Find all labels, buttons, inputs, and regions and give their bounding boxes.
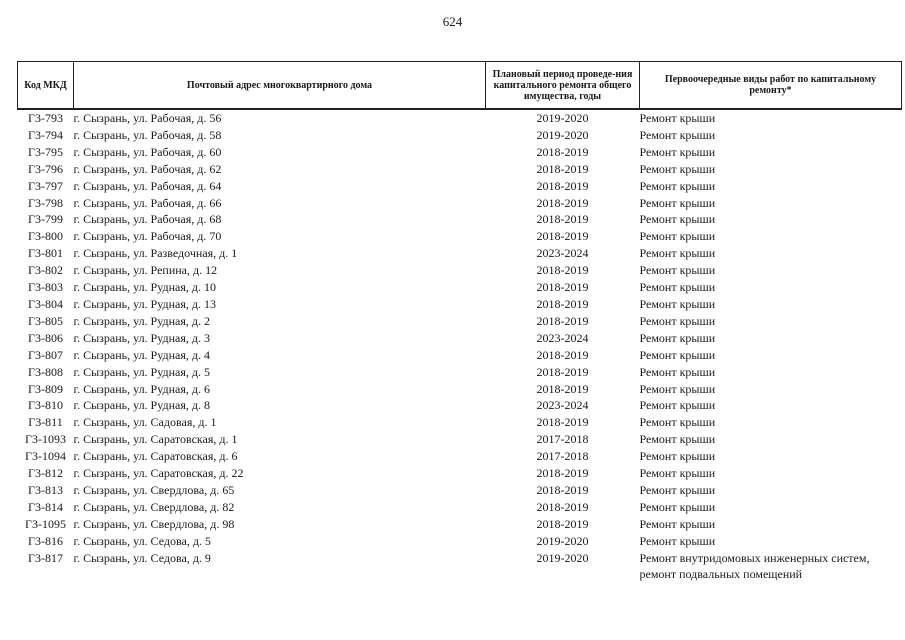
row-period: 2023-2024 bbox=[536, 330, 589, 345]
row-code: Г3-797 bbox=[28, 178, 63, 193]
row-works: Ремонт крыши bbox=[639, 398, 716, 413]
row-works bbox=[640, 550, 902, 584]
table-row bbox=[18, 482, 902, 499]
row-address: г. Сызрань, ул. Рудная, д. 10 bbox=[73, 280, 216, 295]
row-period: 2017-2018 bbox=[536, 449, 589, 464]
row-address: г. Сызрань, ул. Рабочая, д. 64 bbox=[73, 178, 222, 193]
row-address: г. Сызрань, ул. Рабочая, д. 62 bbox=[73, 161, 222, 176]
table-row bbox=[18, 195, 902, 212]
row-works: Ремонт крыши bbox=[639, 195, 716, 210]
row-period: 2018-2019 bbox=[536, 144, 589, 159]
table-row bbox=[18, 211, 902, 228]
row-code: Г3-817 bbox=[28, 550, 63, 565]
row-code: Г3-809 bbox=[28, 381, 63, 396]
table-row bbox=[18, 279, 902, 296]
row-address: г. Сызрань, ул. Садовая, д. 1 bbox=[73, 415, 217, 430]
row-address: г. Сызрань, ул. Саратовская, д. 6 bbox=[73, 449, 238, 464]
row-works: Ремонт крыши bbox=[639, 347, 716, 362]
row-code: Г3-794 bbox=[28, 127, 63, 142]
row-address: г. Сызрань, ул. Рудная, д. 3 bbox=[73, 330, 210, 345]
table-row bbox=[18, 109, 902, 127]
table-row bbox=[18, 550, 902, 584]
row-code: Г3-796 bbox=[28, 161, 63, 176]
row-period: 2018-2019 bbox=[536, 313, 589, 328]
table-row bbox=[18, 228, 902, 245]
row-code: Г3-799 bbox=[28, 212, 63, 227]
row-works: Ремонт крыши bbox=[639, 482, 716, 497]
row-address: г. Сызрань, ул. Рабочая, д. 68 bbox=[73, 212, 222, 227]
table-row bbox=[18, 127, 902, 144]
row-code: Г3-1093 bbox=[25, 432, 66, 447]
row-code: Г3-798 bbox=[28, 195, 63, 210]
row-code: Г3-808 bbox=[28, 364, 63, 379]
row-code: Г3-800 bbox=[28, 229, 63, 244]
row-address: г. Сызрань, ул. Седова, д. 9 bbox=[73, 550, 211, 565]
row-address: г. Сызрань, ул. Рабочая, д. 66 bbox=[73, 195, 222, 210]
row-address: г. Сызрань, ул. Рудная, д. 13 bbox=[73, 296, 216, 311]
row-period: 2018-2019 bbox=[536, 347, 589, 362]
table-row bbox=[18, 499, 902, 516]
header-works: Первоочередные виды работ по капитальному ремонту* bbox=[640, 62, 902, 110]
table-row bbox=[18, 397, 902, 414]
table-row bbox=[18, 161, 902, 178]
row-address: г. Сызрань, ул. Рабочая, д. 60 bbox=[73, 144, 222, 159]
row-period: 2019-2020 bbox=[536, 111, 589, 125]
row-works: Ремонт крыши bbox=[639, 432, 716, 447]
header-code: Код МКД bbox=[18, 62, 74, 110]
row-address: г. Сызрань, ул. Рудная, д. 6 bbox=[73, 381, 210, 396]
row-address: г. Сызрань, ул. Седова, д. 5 bbox=[73, 533, 211, 548]
row-period: 2018-2019 bbox=[536, 364, 589, 379]
row-period: 2018-2019 bbox=[536, 178, 589, 193]
row-address: г. Сызрань, ул. Репина, д. 12 bbox=[73, 263, 218, 278]
row-works-line: ремонт подвальных помещений bbox=[639, 567, 803, 582]
table-row bbox=[18, 245, 902, 262]
row-code: Г3-810 bbox=[28, 398, 63, 413]
row-code: Г3-805 bbox=[28, 313, 63, 328]
header-period: Плановый период проведе-ния капитального ремонта общего имущества, годы bbox=[486, 62, 640, 110]
table-row bbox=[18, 313, 902, 330]
row-works: Ремонт крыши bbox=[639, 466, 716, 481]
row-works: Ремонт крыши bbox=[639, 212, 716, 227]
table-row bbox=[18, 533, 902, 550]
table-row bbox=[18, 296, 902, 313]
row-period: 2018-2019 bbox=[536, 161, 589, 176]
row-works: Ремонт крыши bbox=[639, 111, 716, 125]
row-works: Ремонт крыши bbox=[639, 296, 716, 311]
row-address: г. Сызрань, ул. Рудная, д. 4 bbox=[73, 347, 210, 362]
row-address: г. Сызрань, ул. Рабочая, д. 56 bbox=[73, 111, 222, 125]
row-address: г. Сызрань, ул. Свердлова, д. 65 bbox=[73, 482, 235, 497]
row-works: Ремонт крыши bbox=[639, 313, 716, 328]
row-code: Г3-807 bbox=[28, 347, 63, 362]
row-period: 2019-2020 bbox=[536, 127, 589, 142]
row-period: 2018-2019 bbox=[536, 229, 589, 244]
table-row bbox=[18, 448, 902, 465]
row-code: Г3-1095 bbox=[25, 516, 66, 531]
page-number: 624 bbox=[442, 14, 463, 29]
row-period: 2019-2020 bbox=[536, 533, 589, 548]
table-row bbox=[18, 178, 902, 195]
table-row bbox=[18, 431, 902, 448]
row-code: Г3-795 bbox=[28, 144, 63, 159]
row-code: Г3-806 bbox=[28, 330, 63, 345]
table-row bbox=[18, 144, 902, 161]
row-address: г. Сызрань, ул. Свердлова, д. 82 bbox=[73, 499, 235, 514]
row-code: Г3-1094 bbox=[25, 449, 66, 464]
row-address: г. Сызрань, ул. Рудная, д. 5 bbox=[73, 364, 210, 379]
table-row bbox=[18, 414, 902, 431]
row-period: 2018-2019 bbox=[536, 296, 589, 311]
row-code: Г3-811 bbox=[28, 415, 63, 430]
row-period: 2018-2019 bbox=[536, 499, 589, 514]
row-period: 2023-2024 bbox=[536, 398, 589, 413]
row-works: Ремонт крыши bbox=[639, 246, 716, 261]
row-period: 2018-2019 bbox=[536, 195, 589, 210]
row-address: г. Сызрань, ул. Рудная, д. 2 bbox=[73, 313, 210, 328]
row-period: 2018-2019 bbox=[536, 263, 589, 278]
table-row bbox=[18, 381, 902, 398]
row-code: Г3-804 bbox=[28, 296, 63, 311]
row-works: Ремонт крыши bbox=[639, 533, 716, 548]
row-works: Ремонт крыши bbox=[639, 144, 716, 159]
row-period: 2018-2019 bbox=[536, 381, 589, 396]
row-address: г. Сызрань, ул. Рабочая, д. 58 bbox=[73, 127, 222, 142]
row-code: Г3-816 bbox=[28, 533, 63, 548]
table-row bbox=[18, 330, 902, 347]
table-row bbox=[18, 347, 902, 364]
row-works: Ремонт крыши bbox=[639, 280, 716, 295]
table-header bbox=[18, 62, 902, 110]
row-period: 2018-2019 bbox=[536, 280, 589, 295]
table-row bbox=[18, 364, 902, 381]
row-period: 2018-2019 bbox=[536, 516, 589, 531]
row-period: 2018-2019 bbox=[536, 482, 589, 497]
row-works: Ремонт крыши bbox=[639, 178, 716, 193]
table-row bbox=[18, 465, 902, 482]
row-code: Г3-812 bbox=[28, 466, 63, 481]
row-address: г. Сызрань, ул. Саратовская, д. 22 bbox=[73, 466, 244, 481]
row-period: 2018-2019 bbox=[536, 212, 589, 227]
row-address: г. Сызрань, ул. Разведочная, д. 1 bbox=[73, 246, 238, 261]
row-works: Ремонт крыши bbox=[639, 499, 716, 514]
row-address: г. Сызрань, ул. Саратовская, д. 1 bbox=[73, 432, 238, 447]
row-works: Ремонт крыши bbox=[639, 415, 716, 430]
row-period: 2018-2019 bbox=[536, 466, 589, 481]
row-code: Г3-803 bbox=[28, 280, 63, 295]
repair-registry-table bbox=[17, 61, 902, 583]
row-works: Ремонт крыши bbox=[639, 364, 716, 379]
row-address: г. Сызрань, ул. Рабочая, д. 70 bbox=[73, 229, 222, 244]
row-period: 2017-2018 bbox=[536, 432, 589, 447]
row-code: Г3-813 bbox=[28, 482, 63, 497]
row-works: Ремонт крыши bbox=[639, 161, 716, 176]
row-period: 2023-2024 bbox=[536, 246, 589, 261]
row-works: Ремонт крыши bbox=[639, 381, 716, 396]
row-address: г. Сызрань, ул. Свердлова, д. 98 bbox=[73, 516, 235, 531]
table-body bbox=[18, 109, 902, 583]
row-works: Ремонт крыши bbox=[639, 330, 716, 345]
row-code: Г3-802 bbox=[28, 263, 63, 278]
row-works-line: Ремонт внутридомовых инженерных систем, bbox=[639, 550, 870, 565]
header-address: Почтовый адрес многоквартирного дома bbox=[74, 62, 486, 110]
row-code: Г3-801 bbox=[28, 246, 63, 261]
row-address: г. Сызрань, ул. Рудная, д. 8 bbox=[73, 398, 210, 413]
table-row bbox=[18, 262, 902, 279]
row-period: 2018-2019 bbox=[536, 415, 589, 430]
row-code: Г3-814 bbox=[28, 499, 63, 514]
row-works: Ремонт крыши bbox=[639, 229, 716, 244]
row-works: Ремонт крыши bbox=[639, 516, 716, 531]
row-works: Ремонт крыши bbox=[639, 127, 716, 142]
row-works: Ремонт крыши bbox=[639, 449, 716, 464]
table-row bbox=[18, 516, 902, 533]
row-works: Ремонт крыши bbox=[639, 263, 716, 278]
row-code: Г3-793 bbox=[28, 111, 63, 125]
row-period: 2019-2020 bbox=[536, 550, 589, 565]
